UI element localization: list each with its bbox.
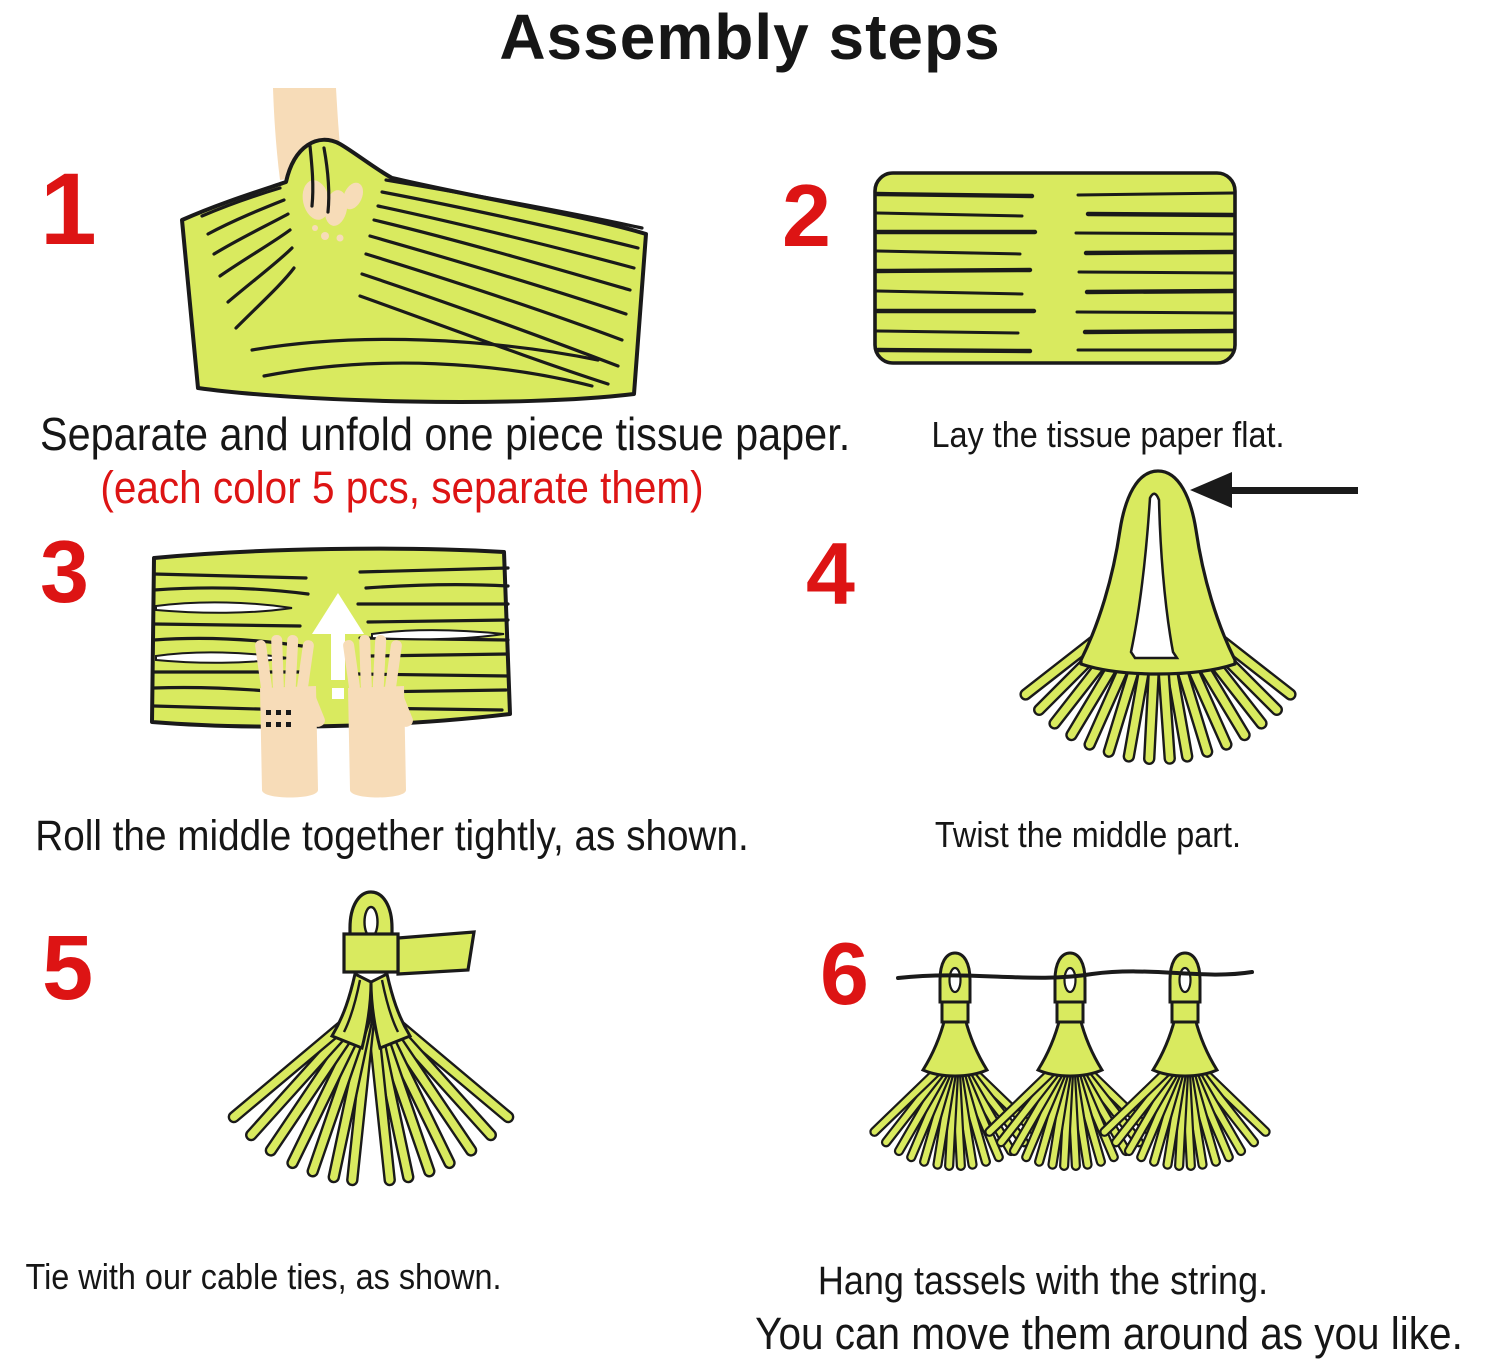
step1-caption: Separate and unfold one piece tissue paper. — [40, 408, 851, 460]
step2-number: 2 — [782, 166, 831, 265]
step3-number: 3 — [40, 522, 89, 621]
step1-note: (each color 5 pcs, separate them) — [100, 462, 704, 513]
step4-number: 4 — [806, 524, 855, 623]
step6-number: 6 — [820, 924, 869, 1023]
cable-tie-icon — [344, 932, 474, 974]
step6-caption: Hang tassels with the string. — [817, 1259, 1269, 1303]
step3-illustration — [142, 538, 518, 800]
step1-number: 1 — [40, 152, 97, 266]
step5-caption: Tie with our cable ties, as shown. — [25, 1256, 502, 1297]
tassel-icon — [869, 953, 1041, 1170]
step4-caption: Twist the middle part. — [934, 814, 1242, 855]
step6-illustration — [852, 942, 1272, 1198]
tassel-strands — [227, 994, 515, 1185]
step1-illustration — [168, 88, 660, 403]
step2-caption: Lay the tissue paper flat. — [931, 414, 1285, 455]
arrow-icon — [1190, 472, 1358, 508]
page-title: Assembly steps — [499, 1, 1001, 73]
step5-illustration — [212, 884, 512, 1216]
step3-caption: Roll the middle together tightly, as shown. — [35, 812, 749, 860]
step5-number: 5 — [42, 917, 94, 1019]
tassel-icon — [984, 953, 1156, 1170]
tissue-stack — [875, 173, 1235, 363]
step4-illustration — [985, 458, 1365, 790]
tassel-icon — [1099, 953, 1271, 1170]
step6-caption-line2: You can move them around as you like. — [755, 1308, 1463, 1359]
step2-illustration — [872, 170, 1238, 366]
